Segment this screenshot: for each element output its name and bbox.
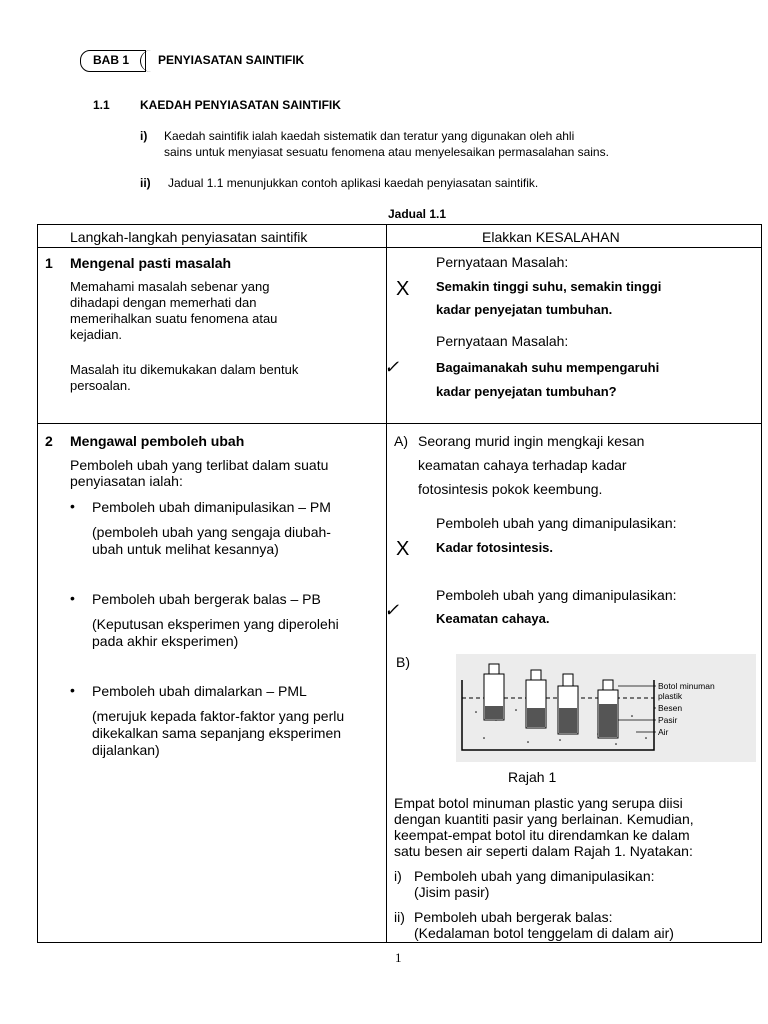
point-2-line1: Jadual 1.1 menunjukkan contoh aplikasi kaedah penyiasatan saintifik. bbox=[168, 176, 539, 190]
section-number: 1.1 bbox=[93, 98, 110, 112]
point-1-line2: sains untuk menyiasat sesuatu fenomena atau menyelesaikan permasalahan sains. bbox=[164, 145, 609, 159]
tick-icon: ✓ bbox=[384, 357, 400, 377]
bullet-dot: • bbox=[70, 682, 75, 698]
bullet-2-note-line2: pada akhir eksperimen) bbox=[92, 633, 239, 649]
header-avoid-mistakes: Elakkan KESALAHAN bbox=[482, 229, 620, 245]
a-wrong-label: Pemboleh ubah yang dimanipulasikan: bbox=[436, 515, 677, 531]
label-basin: Besen bbox=[658, 703, 683, 713]
b-item-1-text: Pemboleh ubah yang dimanipulasikan: bbox=[414, 868, 655, 884]
a-text-line1: Seorang murid ingin mengkaji kesan bbox=[418, 433, 645, 449]
point-1-marker: i) bbox=[140, 129, 148, 143]
a-marker: A) bbox=[394, 433, 408, 449]
label-water: Air bbox=[658, 727, 669, 737]
row1-desc2-line2: persoalan. bbox=[70, 378, 131, 393]
bullet-1-label: Pemboleh ubah dimanipulasikan – PM bbox=[92, 499, 331, 515]
bullet-3-note-line2: dikekalkan sama sepanjang eksperimen bbox=[92, 725, 342, 741]
a-right-label: Pemboleh ubah yang dimanipulasikan: bbox=[436, 587, 677, 603]
row1-right-line2: kadar penyejatan tumbuhan? bbox=[436, 384, 617, 399]
row1-title: Mengenal pasti masalah bbox=[70, 255, 232, 271]
row2-intro-line1: Pemboleh ubah yang terlibat dalam suatu bbox=[70, 457, 329, 473]
tick-icon: ✓ bbox=[384, 600, 400, 620]
row1-right-label: Pernyataan Masalah: bbox=[436, 333, 569, 349]
page-number: 1 bbox=[395, 950, 402, 965]
label-plastic: plastik bbox=[658, 691, 683, 701]
chapter-title: PENYIASATAN SAINTIFIK bbox=[158, 53, 305, 67]
row1-desc-line1: Memahami masalah sebenar yang bbox=[70, 279, 270, 294]
bullet-2-label: Pemboleh ubah bergerak balas – PB bbox=[92, 591, 321, 607]
row2-intro-line2: penyiasatan ialah: bbox=[70, 473, 183, 489]
b-item-2-answer: (Kedalaman botol tenggelam di dalam air) bbox=[414, 925, 674, 941]
point-1-line1: Kaedah saintifik ialah kaedah sistematik dan teratur yang digunakan oleh ahli bbox=[164, 129, 575, 143]
b-item-1-answer: (Jisim pasir) bbox=[414, 884, 490, 900]
b-text-line3: keempat-empat botol itu direndamkan ke dalam bbox=[394, 827, 690, 843]
table-caption: Jadual 1.1 bbox=[388, 207, 447, 221]
chapter-label-box bbox=[80, 50, 146, 72]
b-text-line4: satu besen air seperti dalam Rajah 1. Nyatakan: bbox=[394, 843, 693, 859]
bottles-in-basin-diagram bbox=[456, 654, 756, 762]
label-bottle: Botol minuman bbox=[658, 681, 715, 691]
a-text-line3: fotosintesis pokok keembung. bbox=[418, 481, 603, 497]
b-marker: B) bbox=[396, 654, 410, 670]
b-item-2-text: Pemboleh ubah bergerak balas: bbox=[414, 909, 613, 925]
section-title: KAEDAH PENYIASATAN SAINTIFIK bbox=[140, 98, 341, 112]
a-text-line2: keamatan cahaya terhadap kadar bbox=[418, 457, 627, 473]
a-wrong-text: Kadar fotosintesis. bbox=[436, 540, 554, 555]
chapter-divider bbox=[140, 50, 155, 72]
bullet-1-note-line2: ubah untuk melihat kesannya) bbox=[92, 541, 279, 557]
cross-icon: X bbox=[396, 538, 410, 560]
row1-desc-line4: kejadian. bbox=[70, 327, 123, 342]
bullet-3-note-line3: dijalankan) bbox=[92, 742, 160, 758]
chapter-label: BAB 1 bbox=[93, 53, 130, 67]
figure-caption: Rajah 1 bbox=[508, 769, 557, 785]
bullet-2-note-line1: (Keputusan eksperimen yang diperolehi bbox=[92, 616, 339, 632]
bullet-3-label: Pemboleh ubah dimalarkan – PML bbox=[92, 683, 307, 699]
b-text-line1: Empat botol minuman plastic yang serupa diisi bbox=[394, 795, 683, 811]
bullet-dot: • bbox=[70, 590, 75, 606]
row1-desc2-line1: Masalah itu dikemukakan dalam bentuk bbox=[70, 362, 299, 377]
b-item-1-marker: i) bbox=[394, 868, 402, 884]
cross-icon: X bbox=[396, 278, 410, 300]
b-item-2-marker: ii) bbox=[394, 909, 405, 925]
row1-wrong-label: Pernyataan Masalah: bbox=[436, 254, 569, 270]
row2-number: 2 bbox=[45, 433, 53, 449]
label-sand: Pasir bbox=[658, 715, 678, 725]
point-2-marker: ii) bbox=[140, 176, 151, 190]
row2-title: Mengawal pemboleh ubah bbox=[70, 433, 245, 449]
b-text-line2: dengan kuantiti pasir yang berlainan. Kemudian, bbox=[394, 811, 694, 827]
row1-number: 1 bbox=[45, 255, 53, 271]
row1-wrong-line2: kadar penyejatan tumbuhan. bbox=[436, 302, 613, 317]
row1-desc-line3: memerihalkan suatu fenomena atau bbox=[70, 311, 278, 326]
row1-desc-line2: dihadapi dengan memerhati dan bbox=[70, 295, 257, 310]
header-steps: Langkah-langkah penyiasatan saintifik bbox=[70, 229, 308, 245]
bottles-figure bbox=[456, 654, 756, 762]
row1-right-line1: Bagaimanakah suhu mempengaruhi bbox=[436, 360, 660, 375]
bullet-3-note-line1: (merujuk kepada faktor-faktor yang perlu bbox=[92, 708, 345, 724]
bullet-dot: • bbox=[70, 498, 75, 514]
a-right-text: Keamatan cahaya. bbox=[436, 611, 550, 626]
row1-wrong-line1: Semakin tinggi suhu, semakin tinggi bbox=[436, 279, 662, 294]
bullet-1-note-line1: (pemboleh ubah yang sengaja diubah- bbox=[92, 524, 331, 540]
